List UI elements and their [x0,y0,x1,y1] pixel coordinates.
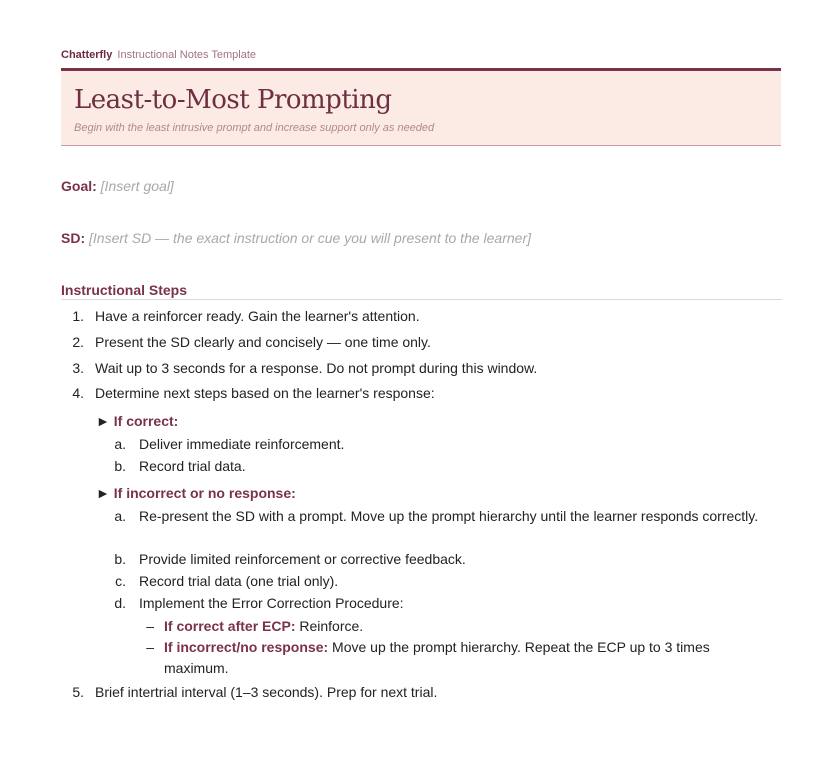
substep-letter: b. [114,458,126,474]
list-item [0,637,780,681]
brand-name: Chatterfly [61,49,113,61]
step-number: 1. [72,308,84,324]
substep-letter: b. [114,551,126,567]
branch-correct [96,411,178,432]
page-title: Least-to-Most Prompting [74,85,392,115]
substep-letter: c. [115,573,126,589]
branch-correct-label: If correct: [113,413,179,429]
play-arrow-icon: ► [96,485,110,501]
substep-letter: d. [114,595,126,611]
substep-letter: a. [114,508,126,524]
sd-placeholder[interactable]: [Insert SD — the exact instruction or cue you will present to the learner] [89,230,531,246]
sd-label: SD: [61,230,86,246]
step-number: 4. [72,385,84,401]
dash-bullet: – [146,618,154,634]
step-number: 2. [72,334,84,350]
step-text: Present the SD clearly and concisely — one time only. [95,334,431,350]
ecp-text: Reinforce. [299,618,364,634]
goal-label: Goal: [61,178,97,194]
step-text: Brief intertrial interval (1–3 seconds). Prep for next trial. [95,684,438,700]
ecp-text: Move up the prompt hierarchy. Repeat the ECP up to 3 times maximum. [164,639,710,676]
page-subtitle: Begin with the least intrusive prompt and increase support only as needed [74,122,435,134]
sd-field[interactable] [61,230,781,246]
goal-field[interactable] [61,178,781,194]
play-arrow-icon: ► [96,413,110,429]
title-banner [61,68,781,146]
ecp-label: If correct after ECP: [164,618,296,634]
step-text: Have a reinforcer ready. Gain the learner's attention. [95,308,420,324]
ecp-item [164,616,363,637]
step-number: 5. [72,684,84,700]
ecp-label: If incorrect/no response: [164,639,329,655]
step-text: Wait up to 3 seconds for a response. Do not prompt during this window. [95,360,538,376]
step-text: Determine next steps based on the learner's response: [95,385,435,401]
goal-placeholder[interactable]: [Insert goal] [100,178,174,194]
branch-incorrect [96,483,296,504]
substep-text: Record trial data. [139,458,246,474]
step-number: 3. [72,360,84,376]
ecp-item [164,637,764,679]
substep-text: Implement the Error Correction Procedure: [139,595,404,611]
substep-text: Deliver immediate reinforcement. [139,436,345,452]
branch-incorrect-label: If incorrect or no response: [113,485,296,501]
substep-letter: a. [114,436,126,452]
template-name: Instructional Notes Template [117,49,256,61]
substep-text: Record trial data (one trial only). [139,573,339,589]
substep-text: Re-present the SD with a prompt. Move up the prompt hierarchy until the learner responds correctly. [139,508,759,524]
steps-heading: Instructional Steps [61,282,782,300]
substep-text: Provide limited reinforcement or corrective feedback. [139,551,466,567]
dash-bullet: – [146,639,154,655]
list-item [0,506,780,550]
brand-line [61,49,781,61]
